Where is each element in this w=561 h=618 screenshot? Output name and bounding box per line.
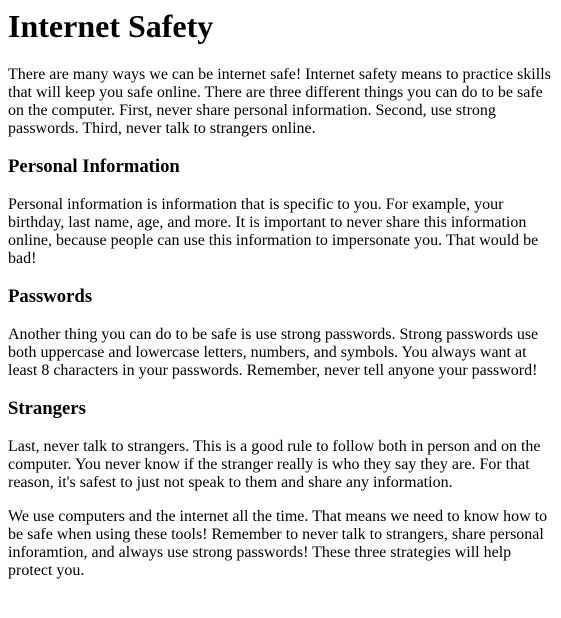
section-heading-passwords: Passwords [8, 286, 93, 307]
intro-paragraph: There are many ways we can be internet safe! Internet safety means to practice skills that will keep you safe online. There are three different things you can do to be safe on the computer. First, never share personal information. Second, use strong passwords. Third, never talk to strangers online. [8, 66, 551, 137]
section-body-personal-information: Personal information is information that is specific to you. For example, your birthday, last name, age, and more. It is important to never share this information online, because people can use this information to impersonate you. That would be bad! [8, 196, 539, 267]
section-heading-personal-information: Personal Information [8, 156, 180, 177]
section-heading-strangers: Strangers [8, 398, 86, 419]
section-body-strangers: Last, never talk to strangers. This is a good rule to follow both in person and on the computer. You never know if the stranger really is who they say they are. For that reason, it's safest to just not speak to them and share any information. [8, 438, 541, 491]
document-page [0, 8, 561, 580]
conclusion-paragraph: We use computers and the internet all the time. That means we need to know how to be safe when using these tools! Remember to never talk to strangers, share personal inforamtion, and always use strong passwords! These three strategies will help protect you. [8, 508, 548, 579]
section-body-passwords: Another thing you can do to be safe is use strong passwords. Strong passwords use both uppercase and lowercase letters, numbers, and symbols. You always want at least 8 characters in your passwords. Remember, never tell anyone your password! [8, 326, 539, 379]
page-title: Internet Safety [8, 8, 214, 44]
